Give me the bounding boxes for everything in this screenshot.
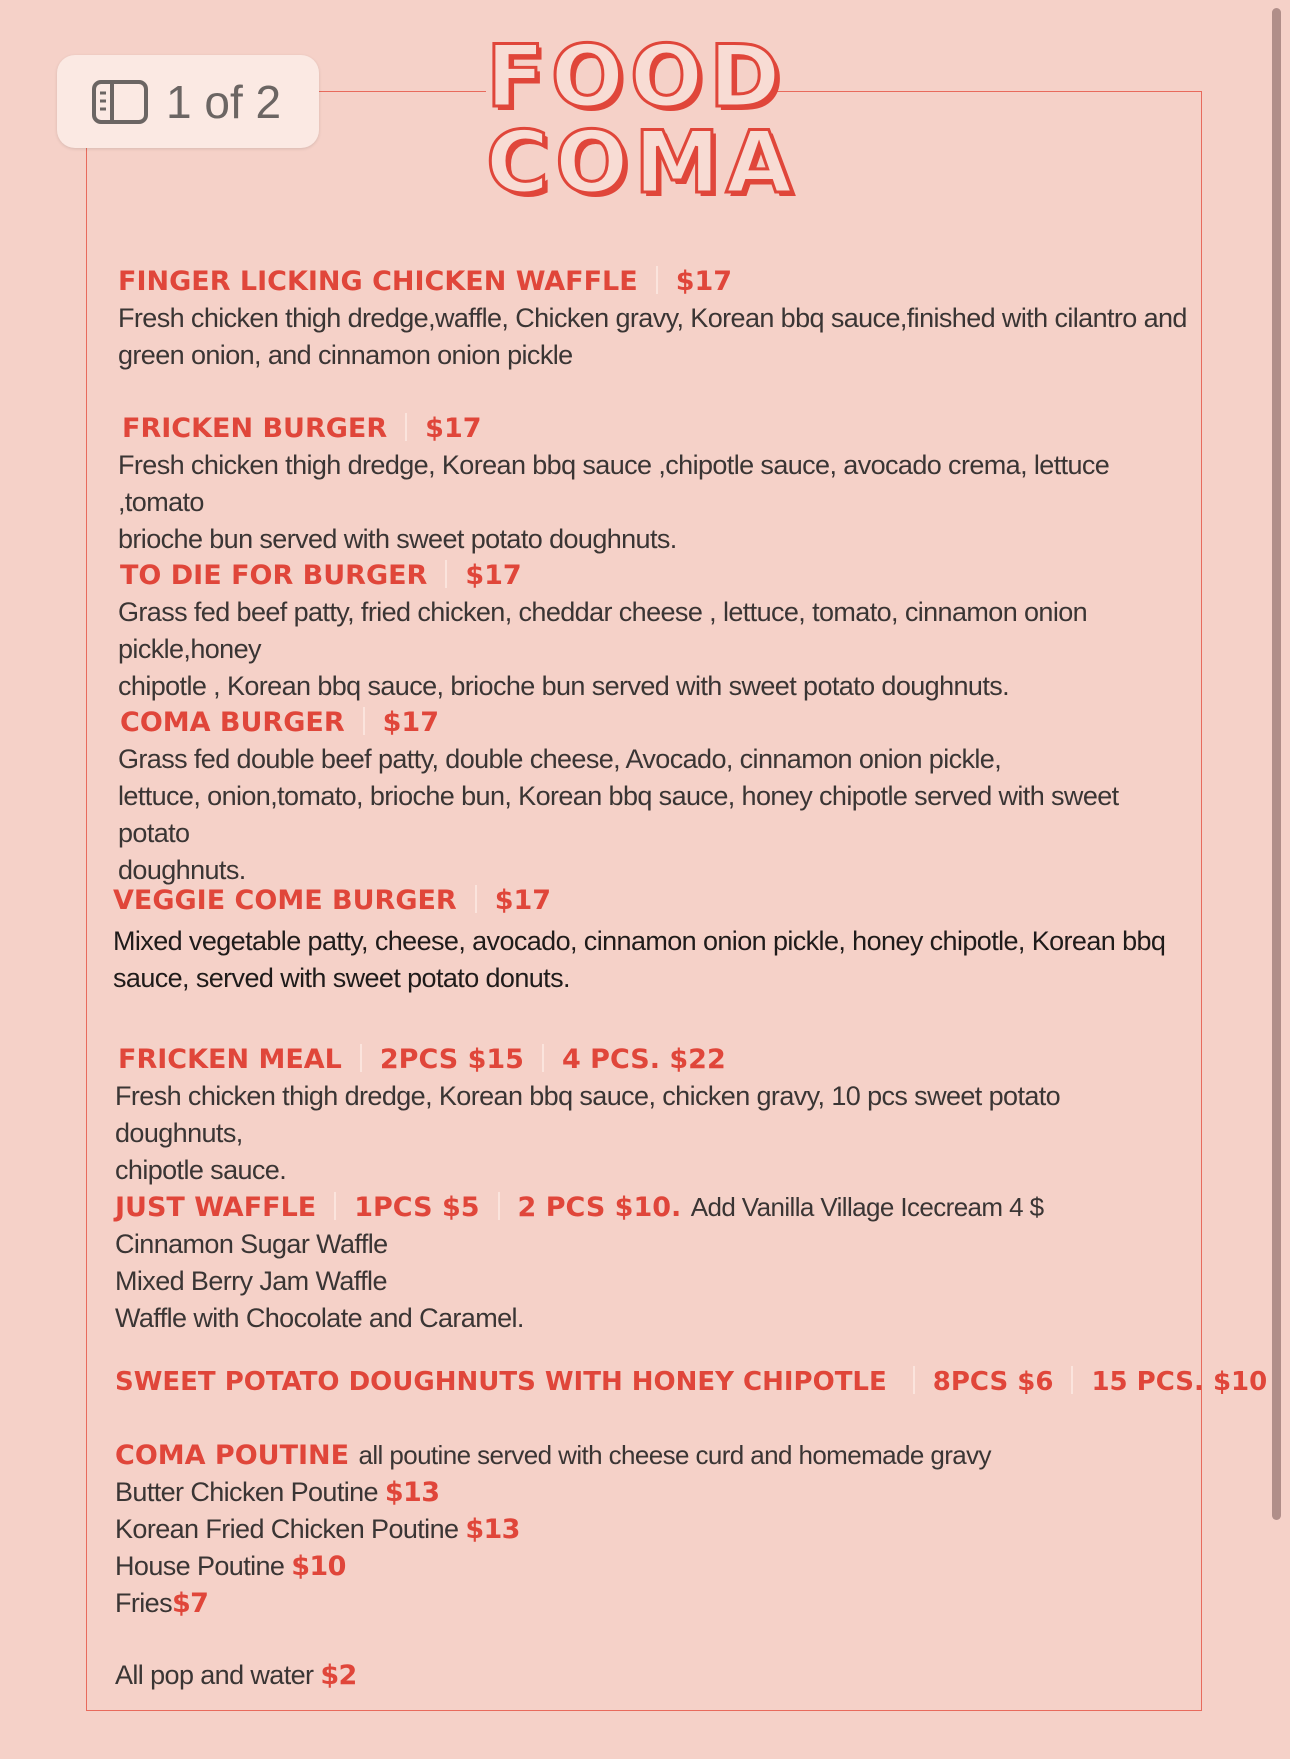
item-price: $17 (382, 707, 439, 738)
item-price: 4 PCS. $22 (561, 1044, 726, 1075)
waffle-option: Waffle with Chocolate and Caramel. (115, 1303, 524, 1333)
item-price: 2 PCS $10. (517, 1192, 682, 1223)
drinks-label: All pop and water (115, 1660, 314, 1690)
page-indicator-badge[interactable] (57, 55, 319, 148)
logo-line-food: FOOD (486, 27, 787, 127)
item-price: $17 (425, 413, 482, 444)
logo-line-coma: COMA (486, 113, 799, 213)
item-name: SWEET POTATO DOUGHNUTS WITH HONEY CHIPOTLE (115, 1367, 887, 1397)
divider (542, 1044, 544, 1072)
divider (363, 707, 365, 735)
item-description: chipotle , Korean bbq sauce, brioche bun served with sweet potato doughnuts. (118, 671, 1010, 701)
item-note: all poutine served with cheese curd and homemade gravy (358, 1440, 991, 1470)
menu-item-coma-poutine (115, 1437, 1190, 1622)
menu-item-fricken-burger (118, 411, 1193, 558)
menu-item-veggie-burger (113, 883, 1188, 997)
item-price: $17 (465, 560, 522, 591)
menu-item-drinks (115, 1657, 1190, 1694)
item-name: JUST WAFFLE (115, 1192, 317, 1223)
scrollbar-thumb[interactable] (1272, 8, 1281, 1520)
item-description: Mixed vegetable patty, cheese, avocado, cinnamon onion pickle, honey chipotle, Korean bbq (113, 926, 1166, 956)
menu-item-to-die-for-burger (118, 558, 1193, 705)
item-name: COMA BURGER (120, 707, 345, 738)
item-price: $17 (494, 885, 552, 916)
menu-item-doughnuts (115, 1364, 1268, 1400)
poutine-option: Fries$7 (115, 1588, 209, 1619)
item-description: Fresh chicken thigh dredge, Korean bbq sauce, chicken gravy, 10 pcs sweet potato doughnuts, (115, 1081, 1061, 1148)
item-price: 2PCS $15 (379, 1044, 524, 1075)
item-note: Add Vanilla Village Icecream 4 $ (690, 1192, 1044, 1222)
item-name: VEGGIE COME BURGER (113, 885, 457, 916)
sidebar-icon (92, 80, 148, 124)
page-indicator-text: 1 of 2 (166, 75, 282, 128)
item-description: Fresh chicken thigh dredge,waffle, Chicken gravy, Korean bbq sauce,finished with cilantro and (118, 303, 1187, 333)
divider (475, 885, 477, 913)
item-price: 1PCS $5 (354, 1192, 480, 1223)
item-description: Grass fed double beef patty, double cheese, Avocado, cinnamon onion pickle, (118, 744, 1002, 774)
waffle-option: Mixed Berry Jam Waffle (115, 1266, 387, 1296)
item-description: green onion, and cinnamon onion pickle (118, 340, 573, 370)
item-description: doughnuts. (118, 855, 246, 885)
poutine-option: House Poutine $10 (115, 1551, 346, 1582)
drinks-price: $2 (320, 1660, 357, 1691)
divider (498, 1192, 500, 1220)
item-name: FRICKEN BURGER (122, 413, 388, 444)
menu-item-coma-burger (118, 705, 1193, 889)
menu-item-chicken-waffle (118, 264, 1193, 374)
item-price: 15 PCS. $10 (1091, 1367, 1268, 1397)
item-price: $17 (675, 266, 733, 297)
divider (1071, 1366, 1073, 1394)
item-description: lettuce, onion,tomato, brioche bun, Korean bbq sauce, honey chipotle served with sweet potato (118, 781, 1119, 848)
poutine-option: Butter Chicken Poutine $13 (115, 1477, 440, 1508)
poutine-option: Korean Fried Chicken Poutine $13 (115, 1514, 520, 1545)
item-description: Grass fed beef patty, fried chicken, cheddar cheese , lettuce, tomato, cinnamon onion pickle,honey (118, 597, 1088, 664)
item-name: FRICKEN MEAL (118, 1044, 342, 1075)
waffle-option: Cinnamon Sugar Waffle (115, 1229, 388, 1259)
logo (486, 27, 799, 213)
item-name: COMA POUTINE (115, 1440, 350, 1471)
item-price: 8PCS $6 (932, 1367, 1054, 1397)
item-name: TO DIE FOR BURGER (120, 560, 428, 591)
item-description: Fresh chicken thigh dredge, Korean bbq sauce ,chipotle sauce, avocado crema, lettuce ,tomato (118, 450, 1110, 517)
divider (405, 413, 407, 441)
divider (656, 266, 658, 294)
item-description: brioche bun served with sweet potato doughnuts. (118, 524, 677, 554)
item-name: FINGER LICKING CHICKEN WAFFLE (118, 266, 638, 297)
divider (913, 1366, 915, 1394)
item-description: sauce, served with sweet potato donuts. (113, 963, 570, 993)
item-description: chipotle sauce. (115, 1155, 287, 1185)
menu-item-just-waffle (115, 1189, 1190, 1337)
divider (445, 560, 447, 588)
divider (360, 1044, 362, 1072)
menu-item-fricken-meal (115, 1042, 1193, 1189)
divider (334, 1192, 336, 1220)
